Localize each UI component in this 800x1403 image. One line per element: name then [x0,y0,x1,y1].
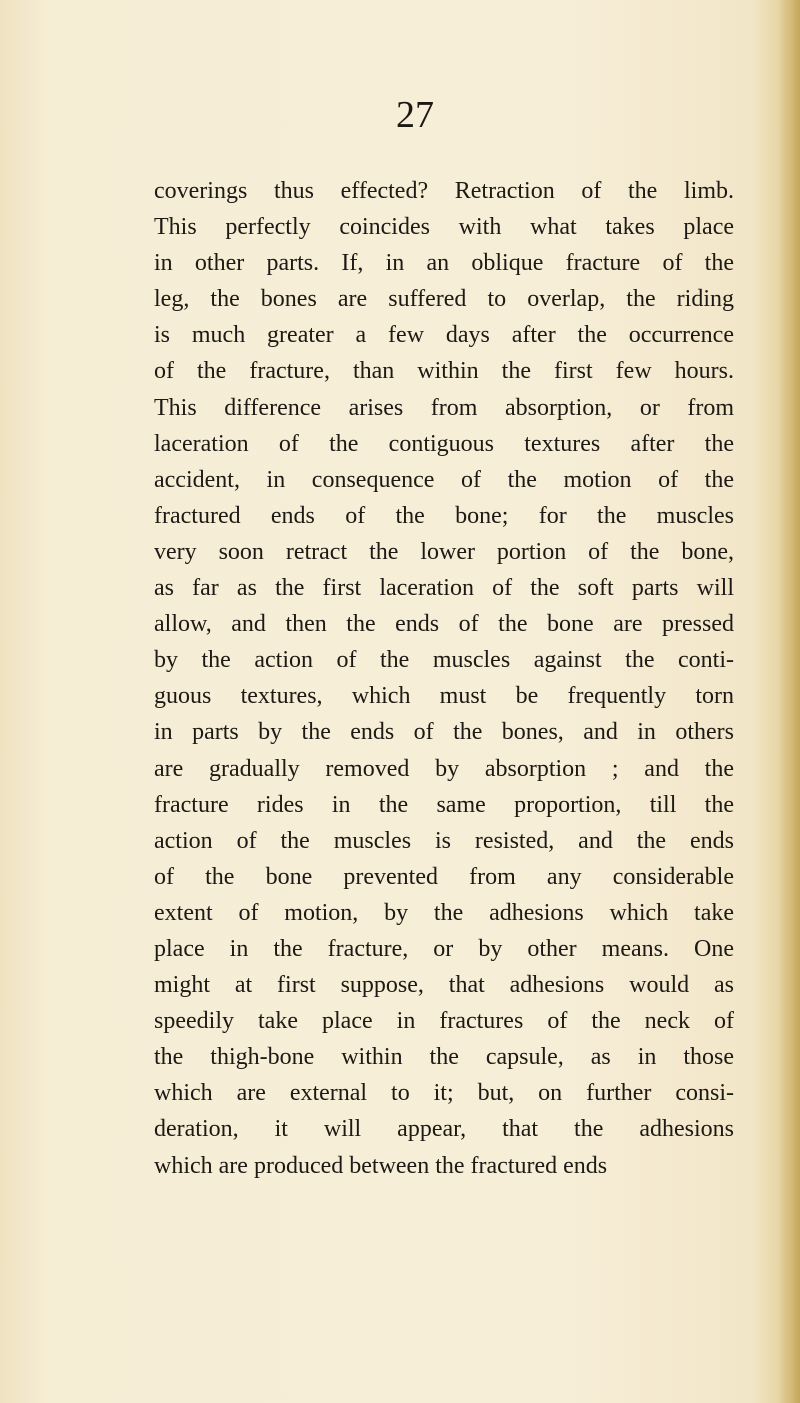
text-line: This difference arises from absorption, or from [154,394,734,421]
text-line: in other parts. If, in an oblique fracture of the [154,250,734,277]
text-line: coverings thus effected? Retraction of the limb. [154,178,734,204]
text-line: of the fracture, than within the first few hours. [154,358,734,385]
text-line: accident, in consequence of the motion of the [154,466,734,493]
text-line: guous textures, which must be frequently torn [154,683,734,710]
text-line: allow, and then the ends of the bone are pressed [154,611,734,638]
text-line: This perfectly coincides with what takes place [154,214,734,241]
text-line: as far as the first laceration of the soft parts will [154,575,734,602]
text-line: very soon retract the lower portion of the bone, [154,538,734,565]
text-line: action of the muscles is resisted, and the ends [154,827,734,854]
page-number: 27 [396,94,434,136]
text-line: which are external to it; but, on further consi- [154,1080,734,1107]
text-line: of the bone prevented from any considerable [154,863,734,890]
text-line: fracture rides in the same proportion, till the [154,791,734,818]
text-line: are gradually removed by absorption ; and the [154,755,734,782]
text-line: in parts by the ends of the bones, and in others [154,719,734,746]
text-line: speedily take place in fractures of the neck of [154,1008,734,1035]
text-line: might at first suppose, that adhesions would as [154,972,734,999]
text-line: the thigh-bone within the capsule, as in those [154,1044,734,1071]
text-line: extent of motion, by the adhesions which take [154,899,734,926]
text-line: place in the fracture, or by other means. One [154,935,734,962]
page-edge-shadow [778,0,800,1403]
text-line: which are produced between the fractured ends [154,1152,608,1179]
text-line: by the action of the muscles against the conti- [154,647,734,674]
text-line: leg, the bones are suffered to overlap, the riding [154,286,734,313]
text-line: is much greater a few days after the occurrence [154,322,734,349]
text-line: deration, it will appear, that the adhesions [154,1116,734,1143]
body-text [154,173,734,1184]
text-line: laceration of the contiguous textures after the [154,430,734,457]
text-line: fractured ends of the bone; for the muscles [154,502,734,529]
